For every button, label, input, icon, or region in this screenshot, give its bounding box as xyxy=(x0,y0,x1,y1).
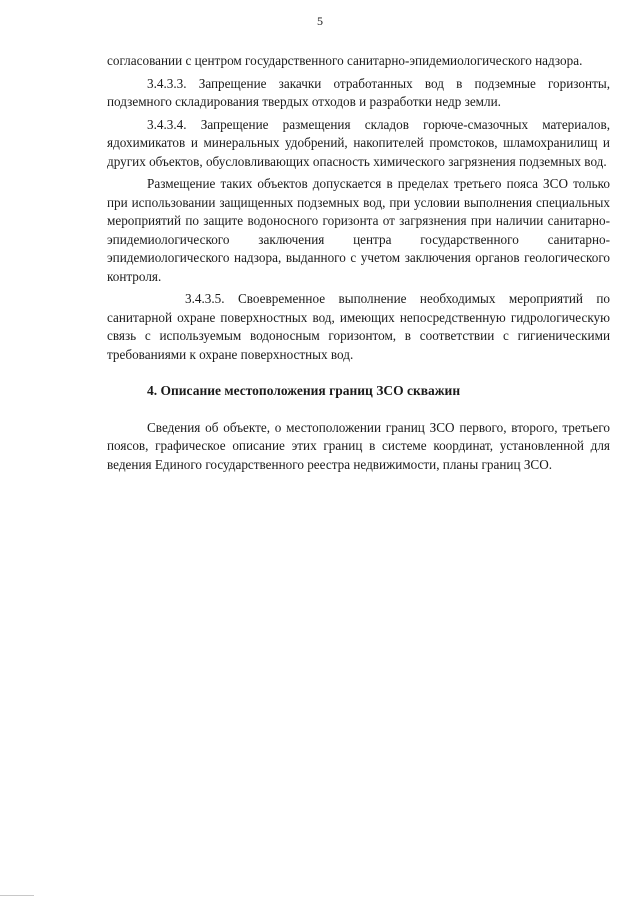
section-heading: 4. Описание местоположения границ ЗСО скважин xyxy=(147,383,461,398)
paragraph-continuation: согласовании с центром государственного санитарно-эпидемиологического надзора. xyxy=(107,53,583,68)
paragraph-3-4-3-5: 3.4.3.5. Своевременное выполнение необходимых мероприятий по санитарной охране поверхностных вод, имеющих непосредственную гидрологическую связь с используемым водоносным горизонтом, в соответствии с гигиеническими требованиями к охране поверхностных вод. xyxy=(107,291,610,362)
scan-edge-mark xyxy=(0,895,34,896)
paragraph-3-4-3-3: 3.4.3.3. Запрещение закачки отработанных вод в подземные горизонты, подземного складирования твердых отходов и разработки недр земли. xyxy=(107,75,610,109)
section-paragraph: Сведения об объекте, о местоположении границ ЗСО первого, второго, третьего поясов, графическое описание этих границ в системе координат, установленной для ведения Единого государственного реестра недвижимости, планы границ ЗСО. xyxy=(107,419,610,472)
paragraph-3-4-3-4: 3.4.3.4. Запрещение размещения складов горюче-смазочных материалов, ядохимикатов и минеральных удобрений, накопителей промстоков, шламохранилищ и других объектов, обусловливающих опасность химического загрязнения подземных вод. xyxy=(107,116,610,169)
document-body xyxy=(107,52,610,478)
paragraph-placement-conditions: Размещение таких объектов допускается в пределах третьего пояса ЗСО только при использовании защищенных подземных вод, при условии выполнения специальных мероприятий по защите водоносного горизонта от загрязнения при наличии санитарно-эпидемиологического заключения центра государственного санитарно-эпидемиологического надзора, выданного с учетом заключения органов геологического контроля. xyxy=(107,176,610,284)
page-number: 5 xyxy=(317,14,323,28)
